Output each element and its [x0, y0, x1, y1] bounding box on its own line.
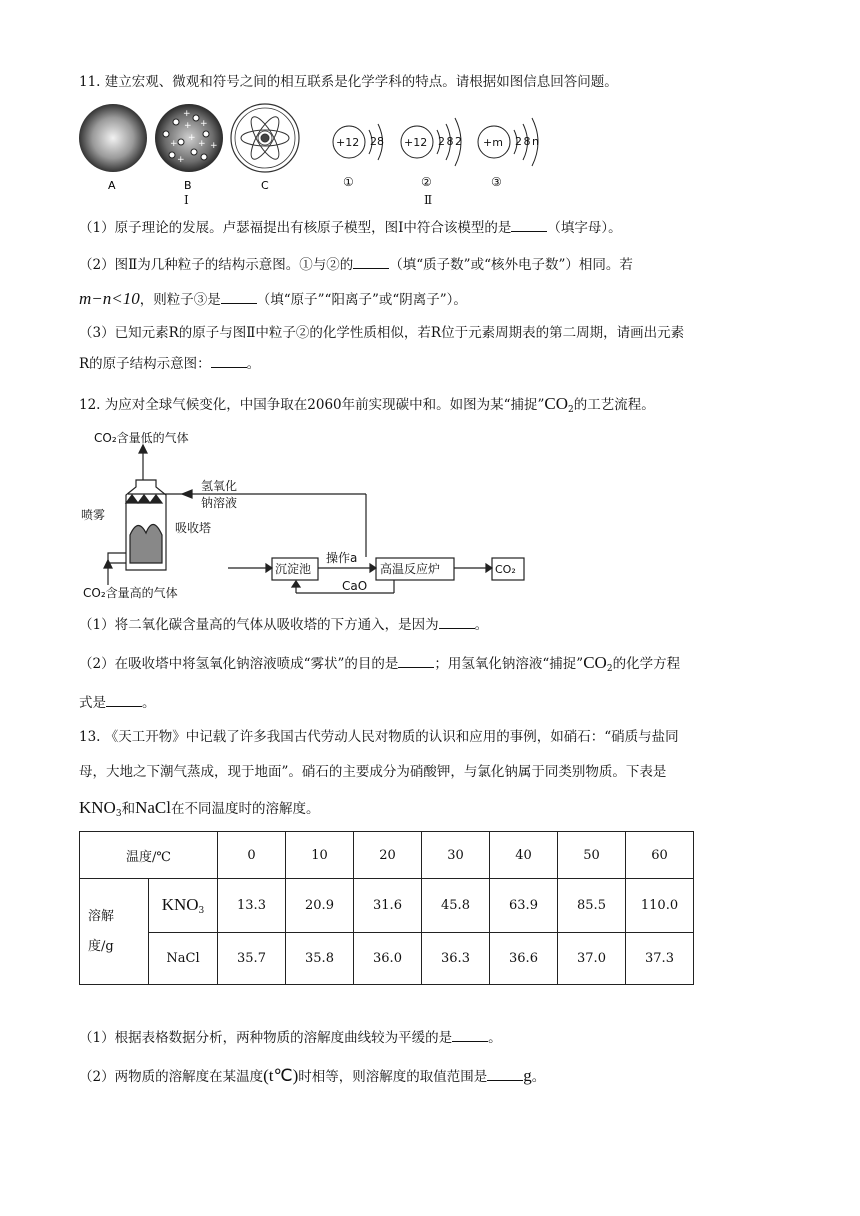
q13-and: 和	[121, 801, 136, 817]
label-absorption-tower: 吸收塔	[175, 521, 212, 535]
answer-blank[interactable]	[511, 219, 547, 232]
answer-blank[interactable]	[487, 1068, 523, 1081]
svg-text:+: +	[188, 133, 196, 143]
kno3-cell: 45.8	[422, 879, 490, 933]
q13-line-2: 母，大地之下潮气蒸成，现于地面”。硝石的主要成分为硝酸钾，与氯化钠属于同类别物质。下表是	[79, 764, 667, 780]
group-label-ii: Ⅱ	[424, 193, 433, 207]
kno3-cell: 63.9	[490, 879, 558, 933]
q13-p2-end: 。	[531, 1069, 546, 1085]
q12-p1-text: （1）将二氧化碳含量高的气体从吸收塔的下方通入，是因为	[79, 617, 439, 633]
q11-part3b	[79, 354, 260, 374]
model-b-plum-pudding	[155, 104, 223, 172]
temp-cell: 60	[626, 832, 694, 879]
q13-p1-text: （1）根据表格数据分析，两种物质的溶解度曲线较为平缓的是	[79, 1030, 453, 1046]
solubility-table	[79, 831, 694, 985]
answer-blank[interactable]	[439, 616, 475, 629]
q11-p2b-end: （填“原子”“阳离子”或“阴离子”）。	[256, 292, 467, 308]
q11-part1	[79, 218, 622, 238]
label-low-co2-gas: CO₂含量低的气体	[94, 431, 189, 445]
particle-label-2: ②	[421, 175, 432, 189]
nacl-cell: 36.6	[490, 933, 558, 985]
temp-cell: 40	[490, 832, 558, 879]
q13-p2a-text: （2）两物质的溶解度在某温度	[79, 1069, 264, 1085]
table-row	[80, 933, 694, 985]
kno3-label: $KNO_3$	[149, 879, 218, 933]
q12-stem: 12. 为应对全球气候变化，中国争取在2060年前实现碳中和。如图为某“捕捉$”CO_2$的工艺流程。	[79, 394, 655, 415]
label-a: A	[108, 179, 116, 192]
q11-p3b-text: R的原子结构示意图：	[79, 356, 211, 372]
nacl-cell: 35.8	[286, 933, 354, 985]
row-header-line-2: 度/g	[88, 938, 114, 954]
q11-p3b-end: 。	[246, 356, 261, 372]
q12-part1	[79, 615, 488, 635]
q13-p2b-text: 时相等，则溶解度的取值范围是	[298, 1069, 488, 1085]
shells-1: 2 8	[370, 135, 384, 148]
q12-part2a: （2）在吸收塔中将氢氧化钠溶液喷成“雾状”的目的是 ；用氢氧化钠溶液“捕捉$”CO_2$的化学方程	[79, 653, 681, 674]
q13-line-3-end: 在不同温度时的溶解度。	[170, 801, 320, 817]
co2-formula: CO	[583, 653, 607, 672]
q12-p2b-text: 式是	[79, 695, 106, 711]
q13-line-1: 13. 《天工开物》中记载了许多我国古代劳动人民对物质的认识和应用的事例，如硝石：“硝质与盐同	[79, 729, 679, 745]
kno3-cell: 20.9	[286, 879, 354, 933]
shells-3: 2 8 n	[515, 135, 539, 148]
nacl-cell: 36.0	[354, 933, 422, 985]
q12-p2b-end: 。	[142, 695, 156, 711]
q13-line-3: $KNO_3$和NaCl在不同温度时的溶解度。	[79, 798, 320, 819]
q12-part2b	[79, 693, 156, 713]
model-a-solid-sphere	[79, 104, 147, 172]
svg-text:+: +	[170, 139, 178, 149]
q11-p2a-text: （2）图Ⅱ为几种粒子的结构示意图。①与②的	[79, 257, 354, 273]
particle-label-1: ①	[343, 175, 354, 189]
nacl-cell: 37.0	[558, 933, 626, 985]
svg-text:+: +	[177, 155, 185, 165]
q11-p1-end: （填字母）。	[547, 220, 622, 236]
q11-math-expression: m−n<10	[79, 289, 140, 308]
temp-cell: 20	[354, 832, 422, 879]
box-settling-tank: 沉淀池	[275, 562, 312, 576]
shells-2: 2 8 2	[438, 135, 462, 148]
nucleus-3: +m	[483, 136, 503, 149]
nacl-label: NaCl	[149, 933, 218, 985]
q11-part3a: （3）已知元素R的原子与图Ⅱ中粒子②的化学性质相似，若R位于元素周期表的第二周期，请画出元素	[79, 325, 685, 341]
table-row	[80, 832, 694, 879]
svg-text:+: +	[184, 121, 192, 131]
co2-formula: CO	[544, 394, 569, 413]
q13-part2	[79, 1066, 545, 1087]
q13-part1	[79, 1028, 502, 1048]
q13-p1-end: 。	[488, 1030, 502, 1046]
answer-blank[interactable]	[398, 655, 434, 668]
svg-text:+: +	[210, 141, 218, 151]
temp-cell: 30	[422, 832, 490, 879]
label-cao: CaO	[342, 579, 368, 593]
q11-p2b-text: ，则粒子③是	[139, 292, 221, 308]
kno3-cell: 31.6	[354, 879, 422, 933]
label-spray: 喷雾	[81, 508, 106, 522]
q12-p1-end: 。	[474, 617, 489, 633]
label-high-co2-gas: CO₂含量高的气体	[83, 586, 178, 600]
nacl-formula: NaCl	[135, 798, 171, 817]
q11-p2a-end: （填“质子数”或“核外电子数”）相同。若	[389, 257, 633, 273]
q11-p1-text: （1）原子理论的发展。卢瑟福提出有核原子模型，图Ⅰ中符合该模型的是	[79, 220, 512, 236]
temp-cell: 0	[218, 832, 286, 879]
box-co2: CO₂	[495, 563, 516, 576]
answer-blank[interactable]	[353, 256, 389, 269]
group-label-i: Ⅰ	[184, 193, 189, 207]
answer-blank[interactable]	[106, 694, 142, 707]
label-naoh-2: 钠溶液	[201, 496, 238, 510]
q12-stem-text: 12. 为应对全球气候变化，中国争取在2060年前实现碳中和。如图为某“捕捉”	[79, 397, 545, 413]
nacl-cell: 37.3	[626, 933, 694, 985]
q12-p2a-text: （2）在吸收塔中将氢氧化钠溶液喷成“雾状”的目的是	[79, 656, 399, 672]
temp-variable: t℃	[268, 1066, 293, 1085]
kno3-formula: KNO	[79, 798, 116, 817]
answer-blank[interactable]	[452, 1029, 488, 1042]
nucleus-2: +12	[404, 136, 428, 149]
solubility-row-header	[80, 879, 149, 985]
kno3-cell: 13.3	[218, 879, 286, 933]
answer-blank[interactable]	[211, 355, 247, 368]
q12-stem-end: 的工艺流程。	[573, 397, 655, 413]
answer-blank[interactable]	[221, 291, 257, 304]
nacl-cell: 36.3	[422, 933, 490, 985]
atom-models-figure	[78, 100, 308, 200]
particle-structure-figure	[325, 112, 555, 194]
svg-text:+: +	[198, 139, 206, 149]
kno3-text: KNO	[161, 895, 199, 914]
nucleus-1: +12	[336, 136, 360, 149]
svg-text:+: +	[200, 119, 208, 129]
temp-cell: 10	[286, 832, 354, 879]
table-row	[80, 879, 694, 933]
row-header-line-1: 溶解	[88, 908, 115, 924]
nacl-cell: 35.7	[218, 933, 286, 985]
q11-part2b	[79, 289, 467, 310]
label-operation-a: 操作a	[326, 551, 358, 565]
co2-capture-process-diagram	[78, 425, 548, 610]
kno3-cell: 110.0	[626, 879, 694, 933]
q11-part2a	[79, 255, 633, 275]
unit-g: g	[523, 1066, 532, 1085]
q12-p2a-end: 的化学方程	[612, 656, 681, 672]
label-c: C	[261, 179, 269, 192]
kno3-cell: 85.5	[558, 879, 626, 933]
label-b: B	[184, 179, 192, 192]
svg-text:+: +	[183, 109, 191, 119]
temp-expression: (t℃)	[263, 1066, 299, 1085]
temp-cell: 50	[558, 832, 626, 879]
temp-header: 温度/℃	[80, 832, 218, 879]
particle-label-3: ③	[491, 175, 502, 189]
q12-p2a-mid: ；用氢氧化钠溶液“捕捉”	[434, 656, 584, 672]
q11-stem: 11. 建立宏观、微观和符号之间的相互联系是化学学科的特点。请根据如图信息回答问题。	[79, 74, 618, 90]
box-furnace: 高温反应炉	[380, 562, 441, 576]
label-naoh-1: 氢氧化	[201, 479, 238, 493]
model-c-nuclear-atom	[231, 104, 299, 172]
